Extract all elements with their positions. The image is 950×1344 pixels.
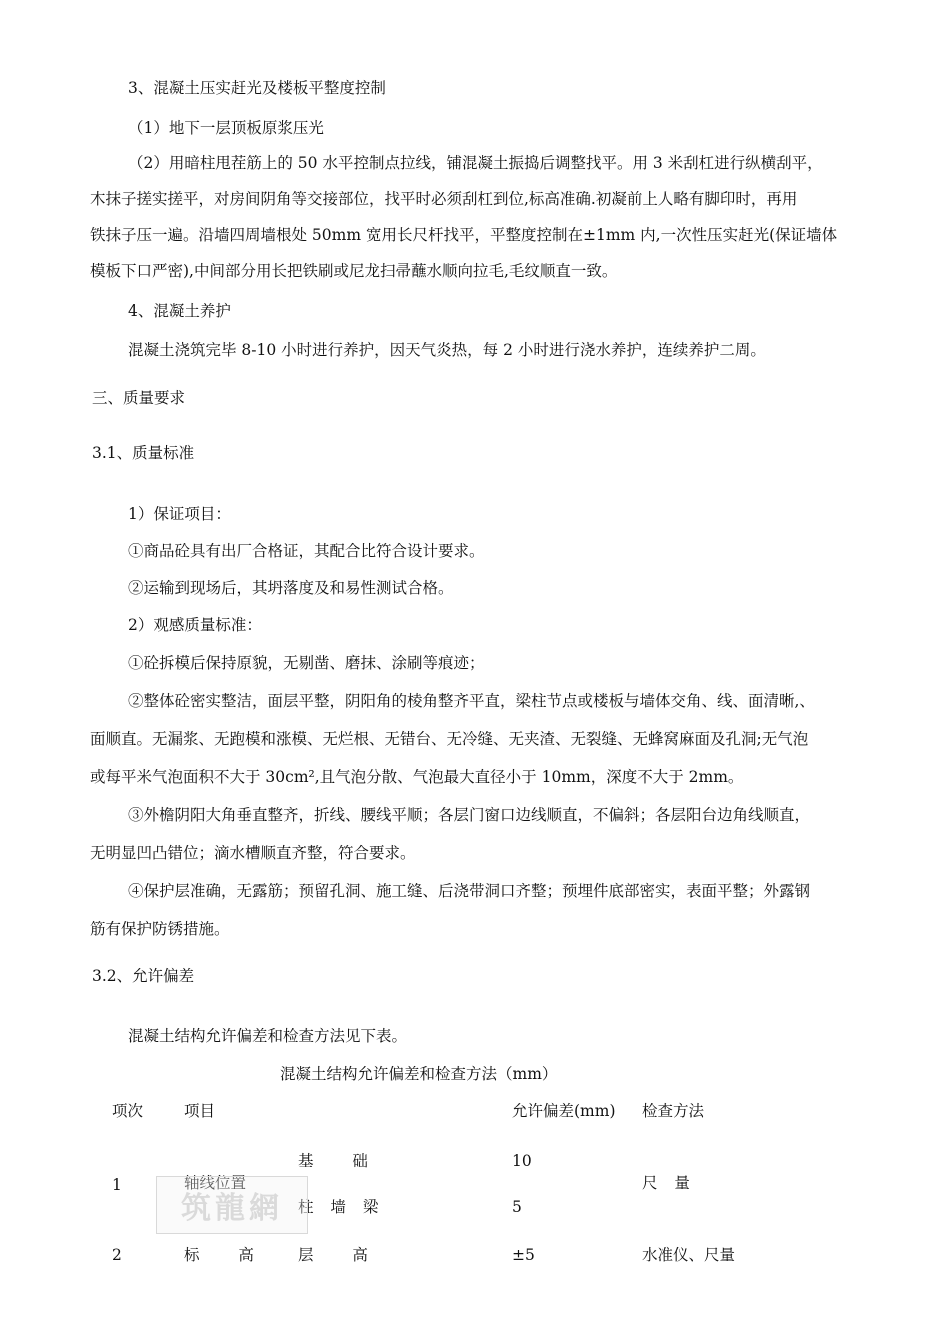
list-item-line: ②整体砼密实整洁，面层平整，阴阳角的棱角整齐平直，梁柱节点或楼板与墙体交角、线、面清晰,、	[128, 692, 815, 710]
chapter-heading: 三、质量要求	[92, 389, 186, 407]
table-cell-item: 标 高	[184, 1246, 254, 1264]
table-header: 项目	[184, 1102, 216, 1120]
paragraph-line: 木抹子搓实搓平，对房间阴角等交接部位，找平时必须刮杠到位,标高准确.初凝前上人略有脚印时，再用	[90, 190, 798, 208]
table-cell-value: 5	[512, 1198, 522, 1216]
paragraph: 混凝土浇筑完毕 8-10 小时进行养护，因天气炎热，每 2 小时进行浇水养护，连续养护二周。	[128, 341, 766, 359]
paragraph-line: （2）用暗柱甩茬筋上的 50 水平控制点拉线，铺混凝土振捣后调整找平。用 3 米刮杠进行纵横刮平，	[128, 154, 823, 172]
list-item-line: 筋有保护防锈措施。	[90, 920, 230, 938]
list-item: ②运输到现场后，其坍落度及和易性测试合格。	[128, 579, 454, 597]
list-item: ①商品砼具有出厂合格证，其配合比符合设计要求。	[128, 542, 485, 560]
table-cell-subitem: 基 础	[298, 1152, 368, 1170]
list-item-line: ④保护层准确，无露筋；预留孔洞、施工缝、后浇带洞口齐整；预埋件底部密实，表面平整；外露钢	[128, 882, 811, 900]
list-item-line: ③外檐阴阳大角垂直整齐，折线、腰线平顺；各层门窗口边线顺直，不偏斜；各层阳台边角线顺直，	[128, 806, 811, 824]
table-header: 检查方法	[642, 1102, 705, 1120]
table-cell-item: 轴线位置	[184, 1174, 247, 1192]
table-cell-no: 2	[112, 1246, 122, 1264]
table-cell-no: 1	[112, 1176, 122, 1194]
paragraph: 混凝土结构允许偏差和检查方法见下表。	[128, 1027, 408, 1045]
paragraph-line: 模板下口严密),中间部分用长把铁刷或尼龙扫帚蘸水顺向拉毛,毛纹顺直一致。	[90, 262, 618, 280]
table-header: 允许偏差(mm)	[512, 1102, 616, 1120]
paragraph-line: 铁抹子压一遍。沿墙四周墙根处 50mm 宽用长尺杆找平，平整度控制在±1mm 内,一次性压实赶光(保证墙体	[90, 226, 838, 244]
list-item: ①砼拆模后保持原貌，无剔凿、磨抹、涂刷等痕迹；	[128, 654, 485, 672]
table-cell-subitem: 层 高	[298, 1246, 368, 1264]
section-heading: 3.2、允许偏差	[92, 967, 195, 985]
section-heading: 4、混凝土养护	[128, 302, 231, 320]
table-cell-method: 水准仪、尺量	[642, 1246, 736, 1264]
table-cell-subitem: 柱 墙 梁	[298, 1198, 379, 1216]
table-header: 项次	[112, 1102, 144, 1120]
list-item-line: 面顺直。无漏浆、无跑模和涨模、无烂根、无错台、无冷缝、无夹渣、无裂缝、无蜂窝麻面及孔洞;无气泡	[90, 730, 809, 748]
list-heading: 1）保证项目：	[128, 505, 231, 523]
table-cell-value: 10	[512, 1152, 532, 1170]
paragraph: （1）地下一层顶板原浆压光	[128, 119, 324, 137]
list-item-line: 无明显凹凸错位；滴水槽顺直齐整，符合要求。	[90, 844, 416, 862]
table-caption: 混凝土结构允许偏差和检查方法（mm）	[280, 1065, 558, 1083]
section-heading: 3.1、质量标准	[92, 444, 195, 462]
table-cell-method: 尺 量	[642, 1174, 690, 1192]
table-cell-value: ±5	[512, 1246, 535, 1264]
list-heading: 2）观感质量标准：	[128, 616, 262, 634]
watermark-stamp: 筑龍網	[156, 1176, 308, 1234]
list-item-line: 或每平米气泡面积不大于 30cm²,且气泡分散、气泡最大直径小于 10mm，深度不大于 2mm。	[90, 768, 744, 786]
section-heading: 3、混凝土压实赶光及楼板平整度控制	[128, 79, 386, 97]
